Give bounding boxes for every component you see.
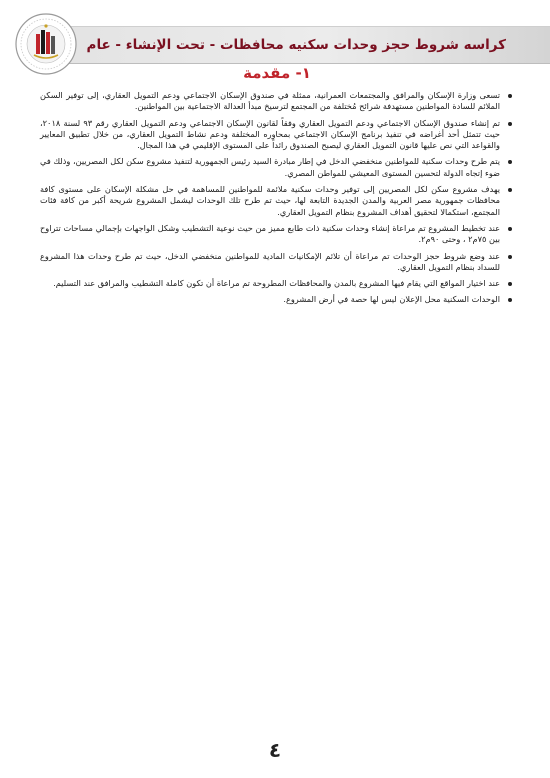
list-item-text: الوحدات السكنية محل الإعلان ليس لها حصة في أرض المشروع. xyxy=(283,294,500,305)
document-body xyxy=(40,64,514,311)
page-number: ٤ xyxy=(268,738,282,762)
bullet-list xyxy=(40,90,514,306)
document-title: كراسه شروط حجز وحدات سكنيه محافظات - تحت الإنشاء - عام xyxy=(86,37,506,53)
list-item-text: يهدف مشروع سكن لكل المصريين إلى توفير وحدات سكنية ملائمة للمواطنين للمساهمة في حل مشكلة الإسكان على مستوى كافة محافظات جمهورية مصر العربية والمدن الجديدة التابعة لها، حيث تم طرح تلك الوحدات ليشمل المشروع شريحة أكبر من كافة فئات المجتمع، استكمالا لتحقيق أهداف المشروع بنظام التمويل العقاري. xyxy=(40,184,500,217)
list-item-text: يتم طرح وحدات سكنية للمواطنين منخفضي الدخل في إطار مبادرة السيد رئيس الجمهورية لتنفيذ مشروع سكن لكل المصريين، وذلك في ضوء إتجاه الدولة لتحسين المستوى المعيشي للمواطن المصري. xyxy=(40,156,500,178)
header-bar xyxy=(50,26,550,64)
list-item-text: تسعى وزارة الإسكان والمرافق والمجتمعات العمرانية، ممثلة في صندوق الإسكان الاجتماعي ودعم التمويل العقاري، إلى توفير السكن الملائم للسادة المواطنين مستهدفة شرائح مُختلفة من المجتمع لترسيخ مبدأ العدالة الاجتماعية بين المواطنين. xyxy=(40,90,500,112)
list-item xyxy=(40,278,514,289)
list-item-text: عند اختيار المواقع التي يقام فيها المشروع بالمدن والمحافظات المطروحة تم مراعاة أن تكون كاملة التشطيب والمرافق عند التسليم. xyxy=(53,278,500,289)
list-item-text: عند تخطيط المشروع تم مراعاة إنشاء وحدات سكنية ذات طابع مميز من حيث نوعية التشطيب وشكل الواجهات بإجمالي مساحات تتراوح بين ٧٥م٢ ، وحتى ٩٠م٢. xyxy=(40,222,500,245)
list-item xyxy=(40,118,514,152)
section-title: ١- مقدمة xyxy=(243,64,311,82)
list-item xyxy=(40,90,514,113)
list-item xyxy=(40,156,514,179)
ministry-emblem-icon xyxy=(14,12,78,76)
list-item xyxy=(40,223,514,246)
list-item-text: تم إنشاء صندوق الإسكان الاجتماعي ودعم التمويل العقاري وفقاً لقانون الإسكان الاجتماعي ودعم التمويل العقاري رقم ٩٣ لسنة ٢٠١٨، حيث تتمثل أحد أغراضه في تنفيذ برنامج الإسكان الاجتماعي بمحاوره المختلفة ودعم نشاط التمويل العقاري، من خلال تطبيق المعايير والقواعد التي نص عليها قانون التمويل العقاري ليصبح الصندوق رائداً على المستوى الإقليمي في هذا المجال. xyxy=(40,117,500,151)
list-item xyxy=(40,184,514,218)
list-item xyxy=(40,251,514,274)
list-item-text: عند وضع شروط حجز الوحدات تم مراعاة أن تلائم الإمكانيات المادية للمواطنين منخفضي الدخل، حيث تم طرح وحدات هذا المشروع للسداد بنظام التمويل العقاري. xyxy=(40,250,500,272)
list-item xyxy=(40,294,514,305)
